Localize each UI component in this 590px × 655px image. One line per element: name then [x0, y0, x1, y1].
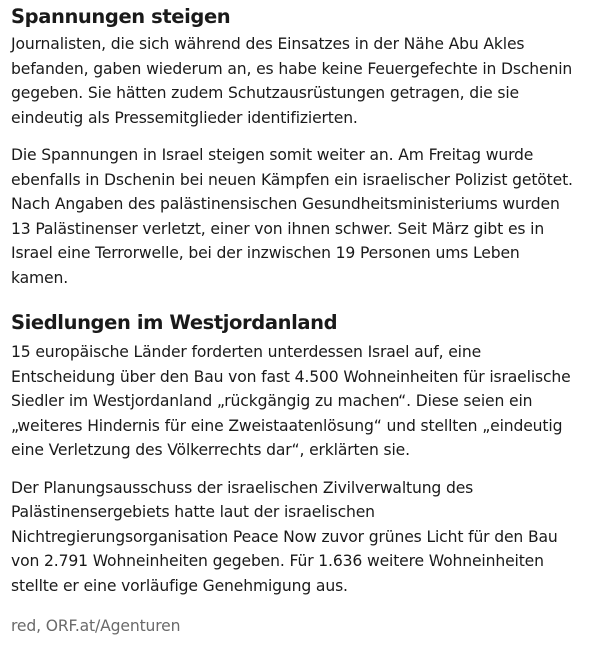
paragraph: Journalisten, die sich während des Einsatzes in der Nähe Abu Akles befanden, gaben wiederum an, es habe keine Feuergefechte in Dschenin gegeben. Sie hätten zudem Schutzausrüstungen getragen, die sie eindeutig als Pressemitglieder identifizierten. — [11, 35, 573, 127]
paragraph: Der Planungsausschuss der israelischen Zivilverwaltung des Palästinensergebiets hatte laut der israelischen Nichtregierungsorganisation Peace Now zuvor grünes Licht für den Bau von 2.791 Wohneinheiten gegeben. Für 1.636 weitere Wohneinheiten stellte er eine vorläufige Genehmigung aus. — [11, 478, 558, 595]
section-heading-siedlungen: Siedlungen im Westjordanland — [11, 311, 338, 334]
paragraph: 15 europäische Länder forderten unterdessen Israel auf, eine Entscheidung über den Bau von fast 4.500 Wohneinheiten für israelische Siedler im Westjordanland „rückgängig zu machen“. Diese seien ein „weiteres Hindernis für eine Zweistaatenlösung“ und stellten „eindeutig eine Verletzung des Völkerrechts dar“, erklärten sie. — [11, 343, 571, 459]
source-credit: red, ORF.at/Agenturen — [11, 617, 181, 635]
paragraph: Die Spannungen in Israel steigen somit weiter an. Am Freitag wurde ebenfalls in Dschenin bei neuen Kämpfen ein israelischer Polizist getötet. Nach Angaben des palästinensischen Gesundheitsministeriums wurden 13 Palästinenser verletzt, einer von ihnen schwer. Seit März gibt es in Israel eine Terrorwelle, bei der inzwischen 19 Personen ums Leben kamen. — [11, 146, 573, 287]
section-heading-spannungen: Spannungen steigen — [11, 5, 231, 28]
